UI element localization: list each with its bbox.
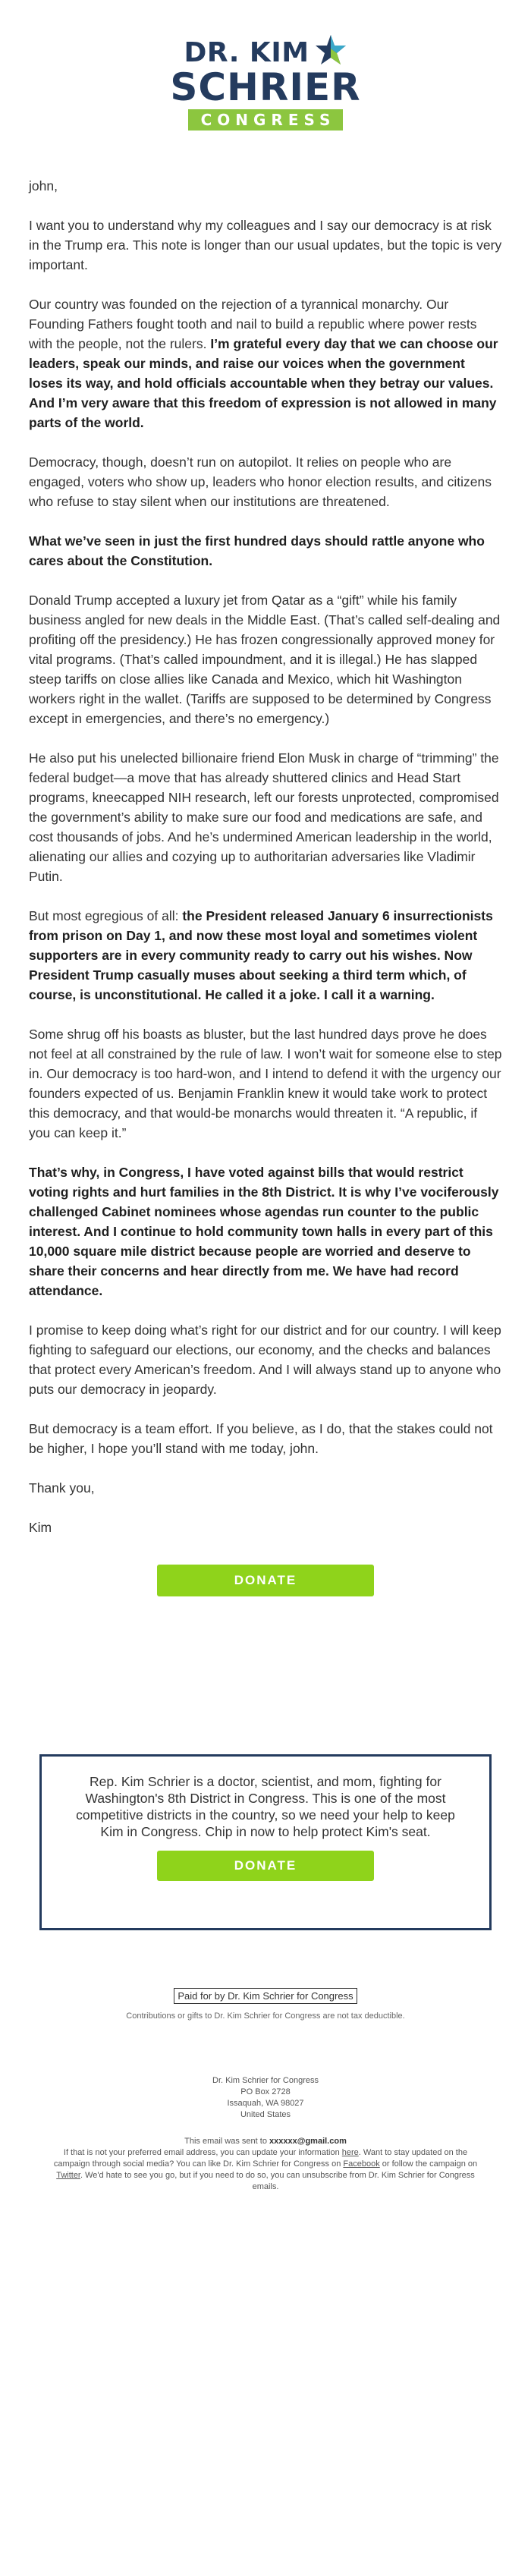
mailing-address — [0, 2075, 531, 2121]
sent-prefix: This email was sent to — [184, 2137, 267, 2146]
sent-to-line — [46, 2136, 485, 2147]
paragraph-bold: the President released January 6 insurrectionists from prison on Day 1, and now these most loyal and sometimes violent supporters are in every community ready to carry out his wishes. Now President Trump casually muses about seeking a third term which, of course, is unconstitutional. He called it a joke. I call it a warning. — [29, 908, 493, 1002]
address-line: Dr. Kim Schrier for Congress — [212, 2076, 319, 2085]
paragraph: He also put his unelected billionaire friend Elon Musk in charge of “trimming” the federal budget—a move that has already shuttered clinics and Head Start programs, kneecapped NIH research, left our forests unprotected, compromised the government’s ability to make sure our food and medications are safe, and cost thousands of jobs. And he’s undermined American leadership in the world, alienating our allies and cozying up to authoritarian adversaries like Vladimir Putin. — [29, 750, 499, 884]
footer-notice — [0, 2136, 531, 2193]
paragraph: Some shrug off his boasts as bluster, but the last hundred days prove he does not feel at all constrained by the rule of law. I won’t wait for someone else to step in. Our democracy is too hard-won, and I intend to defend it with the urgency our founders expected of us. Benjamin Franklin knew it would take work to protect this democracy, and that would-be monarchs would threaten it. “A republic, if you can keep it.” — [29, 1027, 502, 1140]
paragraph-bold: I’m grateful every day that we can choose our leaders, speak our minds, and raise our voices when the government loses its way, and hold officials accountable when they betray our values. And I’m very aware that this freedom of expression is not allowed in many parts of the world. — [29, 336, 498, 430]
logo-congress: CONGRESS — [188, 109, 344, 131]
follow-text: or follow the campaign on — [382, 2159, 478, 2169]
signature: Kim — [29, 1520, 52, 1535]
logo-schrier: SCHRIER — [170, 65, 361, 109]
twitter-link[interactable]: Twitter — [56, 2171, 80, 2180]
donate-button[interactable]: DONATE — [157, 1565, 374, 1596]
unsubscribe-text: . We'd hate to see you go, but if you need to do so, you can unsubscribe from Dr. Kim Schrier for Congress emails. — [80, 2171, 475, 2191]
paragraph — [29, 906, 502, 1005]
star-icon — [314, 33, 347, 67]
about-box — [39, 1754, 492, 1930]
paragraph: Donald Trump accepted a luxury jet from Qatar as a “gift” while his family business angled for new deals in the Middle East. (That’s called self-dealing and profiting off the presidency.) He has frozen congressionally approved money for vital programs. (That’s called impoundment, and it is illegal.) He has slapped steep tariffs on close allies like Canada and Mexico, which hit Washington workers right in the wallet. (Tariffs are supposed to be determined by Congress except in emergencies, and there’s no emergency.) — [29, 593, 501, 726]
sign-off: Thank you, — [29, 1480, 95, 1496]
letter-body — [0, 176, 531, 1537]
paragraph: I want you to understand why my colleagues and I say our democracy is at risk in the Trump era. This note is longer than our usual updates, but the topic is very important. — [29, 218, 502, 272]
address-line: PO Box 2728 — [240, 2087, 291, 2096]
campaign-logo — [0, 0, 531, 131]
donate-wrap — [0, 1565, 531, 1596]
paragraph: Democracy, though, doesn’t run on autopilot. It relies on people who are engaged, voters who show up, leaders who honor election results, and citizens who refuse to stay silent when our institutions are threatened. — [29, 454, 492, 509]
paragraph-bold: That’s why, in Congress, I have voted against bills that would restrict voting rights and hurt families in the 8th District. It is why I’ve vociferously challenged Cabinet nominees whose agendas run counter to the public interest. And I continue to hold community town halls in every part of this 10,000 square mile district because people are worried and deserve to share their concerns and hear directly from me. We have had record attendance. — [29, 1165, 499, 1298]
address-line: United States — [240, 2110, 291, 2119]
logo-top-row — [184, 33, 347, 67]
salutation: john, — [29, 178, 58, 193]
recipient-email: xxxxxx@gmail.com — [269, 2137, 347, 2146]
paragraph-text: Our country was founded on the rejection of a tyrannical monarchy. Our Founding Fathers fought tooth and nail to build a republic where power rests with the people, not the rulers. — [29, 297, 477, 351]
paragraph — [29, 531, 502, 571]
paid-for-disclaimer: Paid for by Dr. Kim Schrier for Congress — [174, 1988, 357, 2004]
box-donate-button[interactable]: DONATE — [157, 1851, 374, 1881]
preferences-text — [46, 2147, 485, 2193]
logo-dr-kim: DR. KIM — [184, 37, 309, 68]
social-text: . Want to stay updated on the campaign through social media? You can like Dr. Kim Schrier for Congress on — [53, 2148, 468, 2169]
paragraph: But democracy is a team effort. If you believe, as I do, that the stakes could not be higher, I hope you’ll stand with me today, john. — [29, 1421, 493, 1456]
pref-text: If that is not your preferred email address, you can update your information — [63, 2148, 340, 2157]
paragraph — [29, 1162, 502, 1301]
facebook-link[interactable]: Facebook — [343, 2159, 380, 2169]
address-line: Issaquah, WA 98027 — [227, 2099, 304, 2108]
tax-notice: Contributions or gifts to Dr. Kim Schrier for Congress are not tax deductible. — [126, 2011, 405, 2021]
paid-for-wrap — [0, 1988, 531, 2004]
paragraph-text: But most egregious of all: — [29, 908, 179, 923]
paragraph — [29, 294, 502, 432]
paragraph: I promise to keep doing what’s right for our district and for our country. I will keep fighting to safeguard our elections, our economy, and the checks and balances that protect every American’s freedom. And I will always stand up to anyone who puts our democracy in jeopardy. — [29, 1323, 501, 1397]
paragraph-bold: What we’ve seen in just the first hundred days should rattle anyone who cares about the Constitution. — [29, 533, 485, 568]
update-info-link[interactable]: here — [341, 2148, 359, 2157]
about-text: Rep. Kim Schrier is a doctor, scientist, and mom, fighting for Washington's 8th District in Congress. This is one of the most competitive districts in the country, so we need your help to keep Kim in Congress. Chip in now to help protect Kim's seat. — [76, 1774, 455, 1839]
